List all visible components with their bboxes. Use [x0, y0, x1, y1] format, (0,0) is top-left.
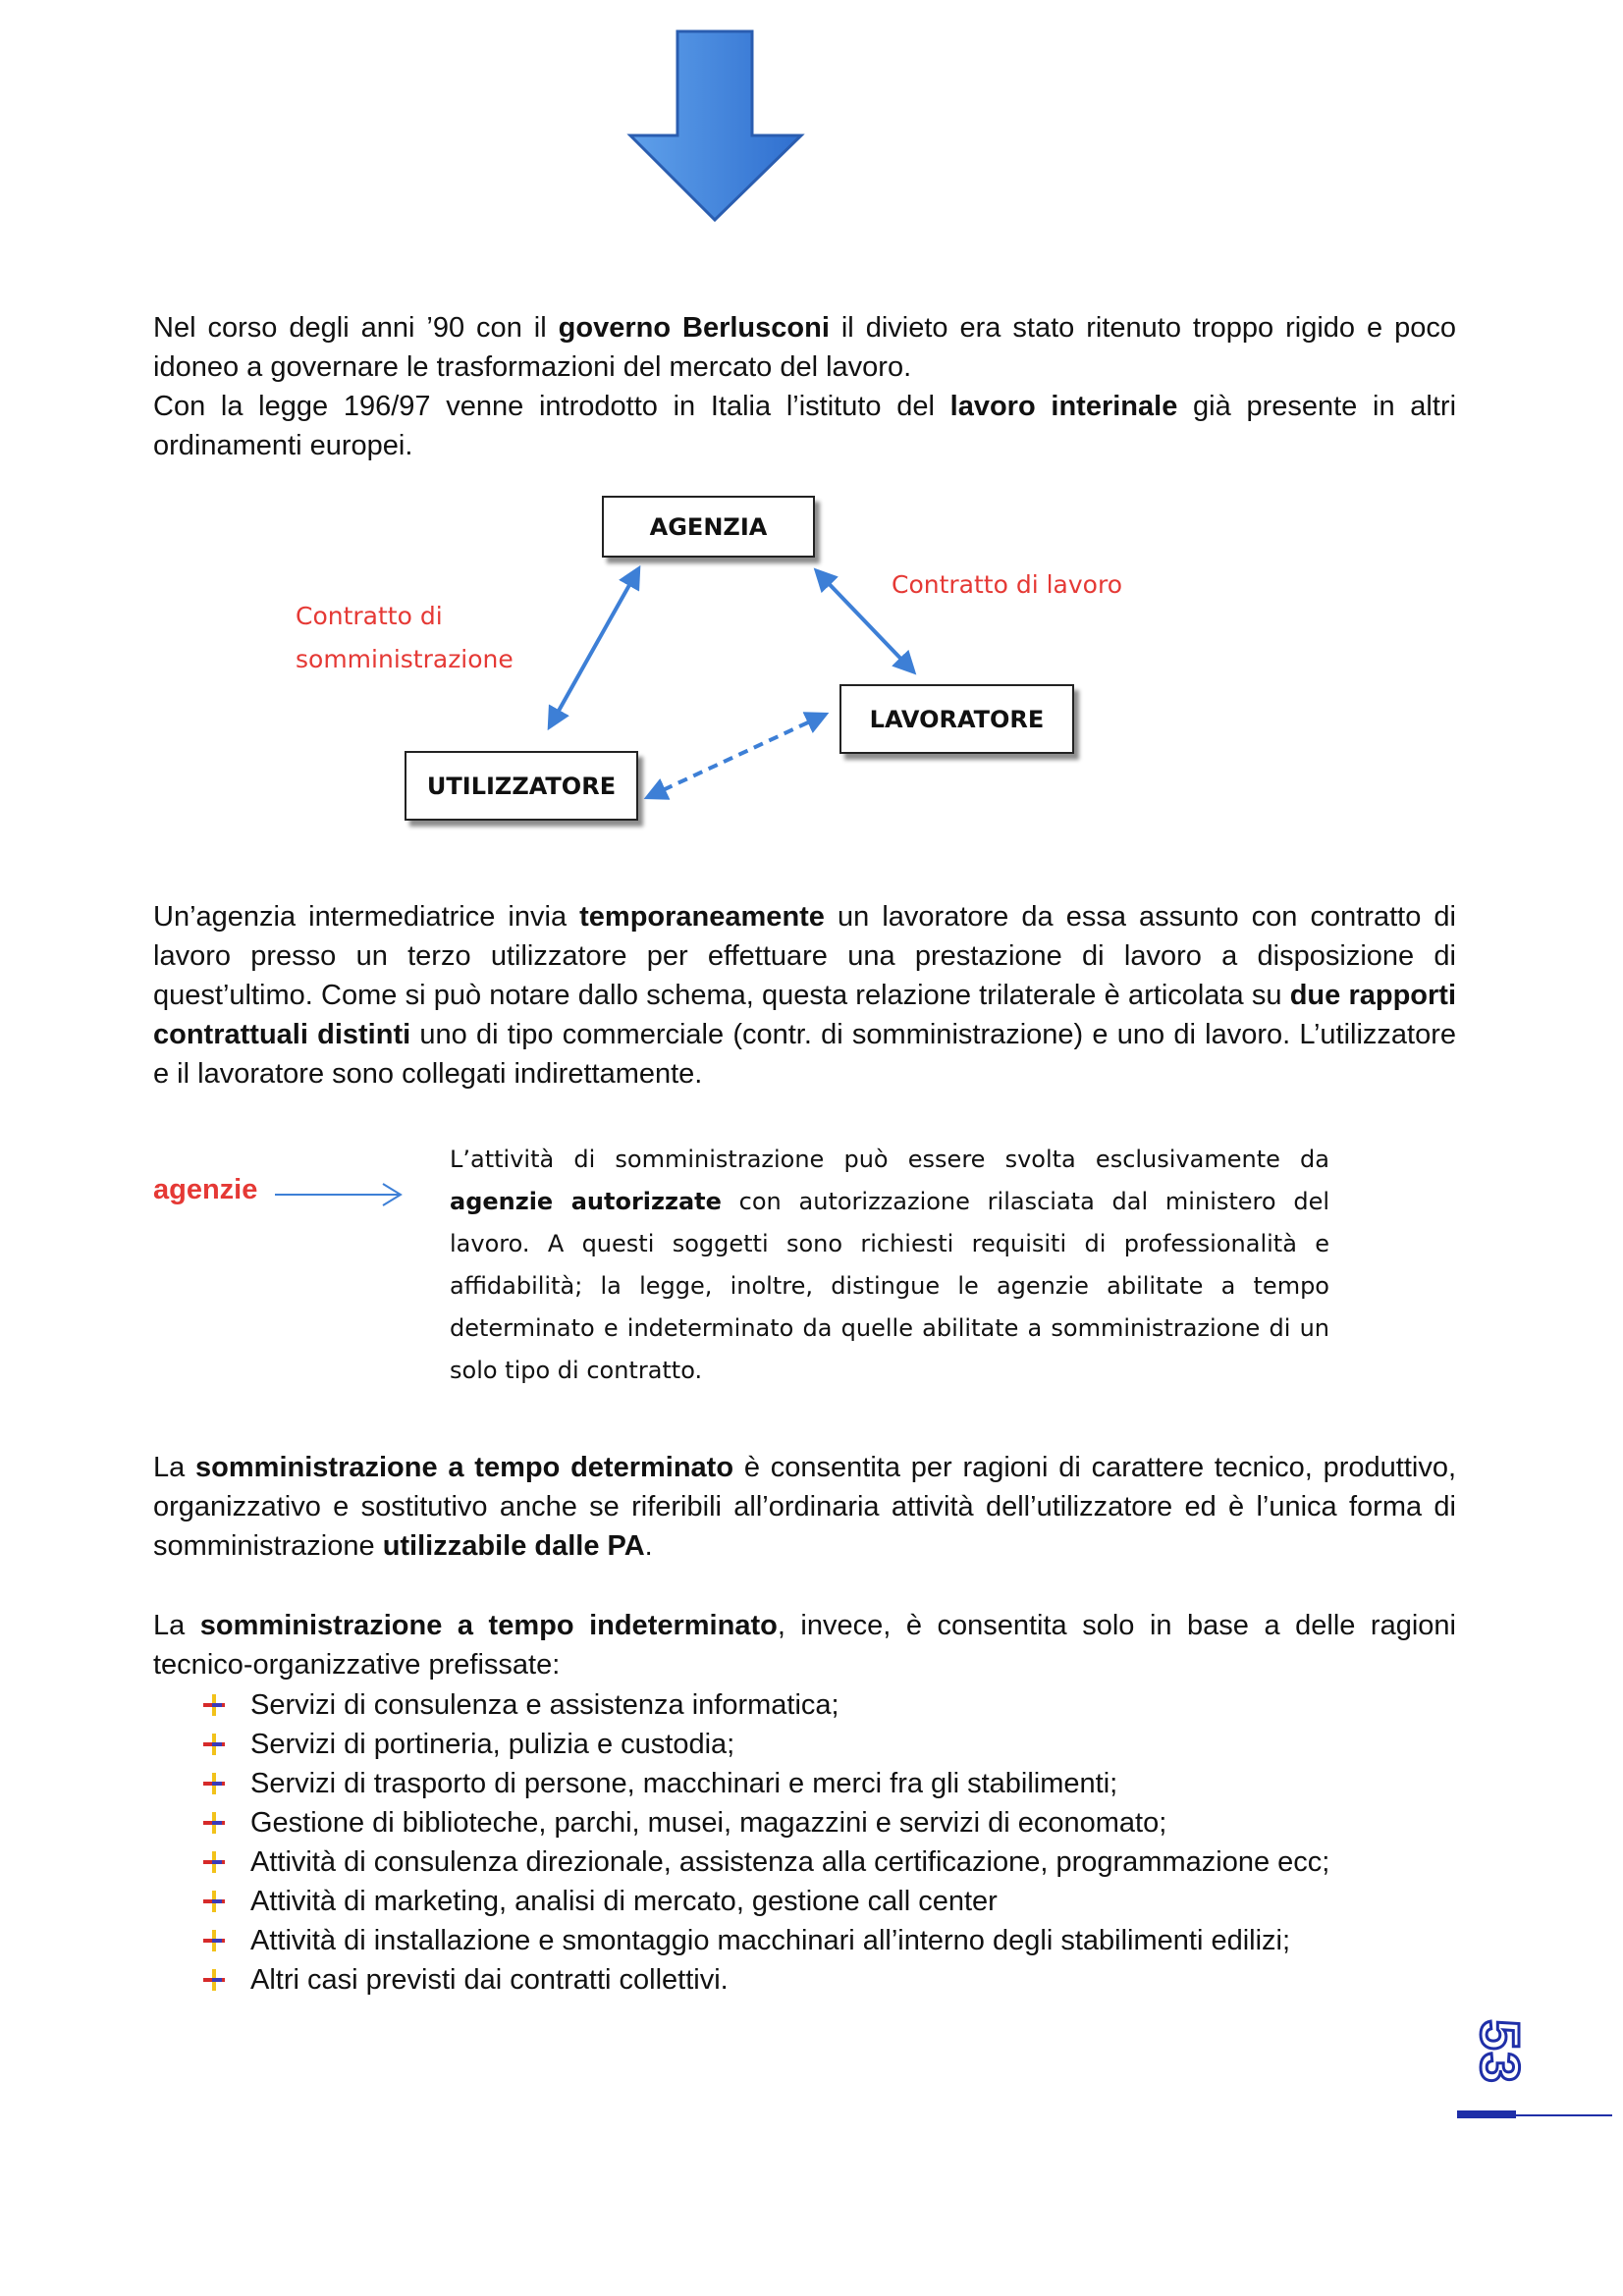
utilizzatore-box: UTILIZZATORE: [405, 751, 638, 821]
agenzie-label: agenzie: [153, 1174, 258, 1205]
arrow-right-icon: [273, 1182, 406, 1207]
bullet-icon: [203, 1891, 225, 1912]
bullet-icon: [203, 1773, 225, 1794]
list-item: Servizi di consulenza e assistenza informatica;: [201, 1685, 1478, 1725]
list-item: Attività di consulenza direzionale, assistenza alla certificazione, programmazione ecc;: [201, 1842, 1478, 1882]
agenzie-description: L’attività di somministrazione può essere svolta esclusivamente da agenzie autorizzate con autorizzazione rilasciata dal ministero del lavoro. A questi soggetti sono richiesti requisiti di professionalità e affidabilità; la legge, inoltre, distingue le agenzie abilitate a tempo determinato e indeterminato da quelle abilitate a somministrazione di un solo tipo di contratto.: [450, 1146, 1329, 1384]
label-contratto-somministrazione: Contratto di somministrazione: [296, 602, 514, 673]
bullet-icon: [203, 1930, 225, 1951]
arrow-agenzia-utilizzatore: [550, 569, 638, 726]
label-contratto-lavoro: Contratto di lavoro: [892, 570, 1122, 599]
list-item: Servizi di portineria, pulizia e custodia;: [201, 1725, 1478, 1764]
list-item: Altri casi previsti dai contratti collettivi.: [201, 1960, 1478, 2000]
intro-paragraph: Nel corso degli anni ’90 con il governo Berlusconi il divieto era stato ritenuto troppo rigido e poco idoneo a governare le trasformazioni del mercato del lavoro. Con la legge 196/97 venne introdotto in Italia l’istituto del lavoro interinale già presente in altri ordinamenti europei.: [153, 312, 1457, 461]
list-item: Gestione di biblioteche, parchi, musei, magazzini e servizi di economato;: [201, 1803, 1478, 1842]
list-item: Attività di installazione e smontaggio macchinari all’interno degli stabilimenti edilizi;: [201, 1921, 1478, 1960]
bullet-icon: [203, 1851, 225, 1873]
diagram-arrows: [0, 0, 1623, 883]
page-number: 53: [1469, 2018, 1532, 2085]
agenzia-box: AGENZIA: [602, 496, 815, 558]
list-item: Servizi di trasporto di persone, macchinari e merci fra gli stabilimenti;: [201, 1764, 1478, 1803]
bullet-icon: [203, 1812, 225, 1834]
bullet-icon: [203, 1734, 225, 1755]
lavoratore-box: LAVORATORE: [839, 684, 1074, 754]
ragioni-list: [201, 1685, 1478, 2000]
arrow-agenzia-lavoratore: [817, 571, 913, 671]
bullet-icon: [203, 1969, 225, 1991]
page-number-rule-thick: [1457, 2110, 1516, 2118]
bullet-icon: [203, 1694, 225, 1716]
paragraph-agenzia-intermediatrice: Un’agenzia intermediatrice invia temporaneamente un lavoratore da essa assunto con contratto di lavoro presso un terzo utilizzatore per effettuare una prestazione di lavoro a disposizione di quest’ultimo. Come si può notare dallo schema, questa relazione trilaterale è articolata su due rapporti contrattuali distinti uno di tipo commerciale (contr. di somministrazione) e uno di lavoro. L’utilizzatore e il lavoratore sono collegati indirettamente.: [153, 901, 1457, 1090]
arrow-utilizzatore-lavoratore: [648, 715, 825, 797]
list-item: Attività di marketing, analisi di mercato, gestione call center: [201, 1882, 1478, 1921]
paragraph-tempo-indeterminato: La somministrazione a tempo indeterminato, invece, è consentita solo in base a delle ragioni tecnico-organizzative prefissate:: [153, 1610, 1456, 1681]
paragraph-tempo-determinato: La somministrazione a tempo determinato è consentita per ragioni di carattere tecnico, produttivo, organizzativo e sostitutivo anche se riferibili all’ordinaria attività dell’utilizzatore ed è l’unica forma di somministrazione utilizzabile dalle PA.: [153, 1452, 1456, 1562]
